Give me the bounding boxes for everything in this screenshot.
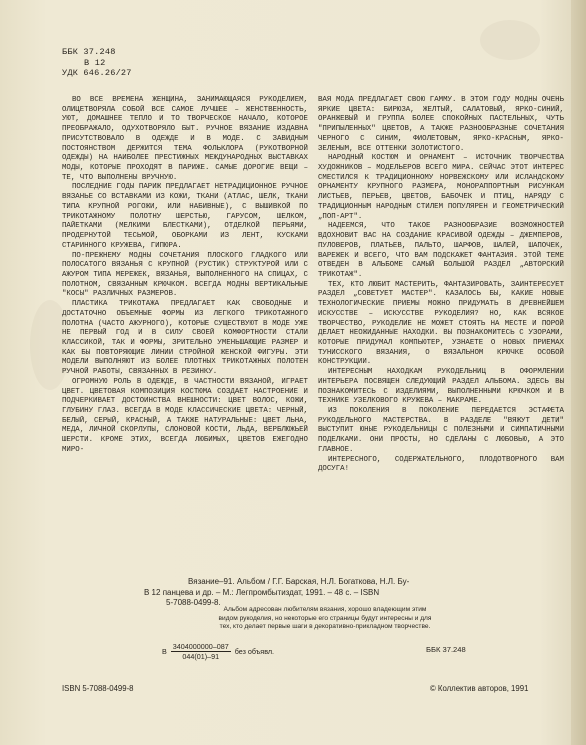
publication-code — [162, 642, 274, 661]
paragraph: НАРОДНЫЙ КОСТЮМ И ОРНАМЕНТ – ИСТОЧНИК ТВОРЧЕСТВА ХУДОЖНИКОВ – МОДЕЛЬЕРОВ ВСЕГО МИРА. СЕЙЧАС ЭТОТ ИНТЕРЕС СМЕСТИЛСЯ К ТРАДИЦИОННОМУ НОРВЕЖСКОМУ ИЛИ ИСЛАНДСКОМУ ОРНАМЕНТУ КРУПНОГО РАЗМЕРА, МОНОРАППОРТНЫМ РИСУНКАМ ЛИСТЬЕВ, ПЕРЬЕВ, ЦВЕТОВ, БАБОЧЕК И ПТИЦ, НАРЯДУ С ТРАДИЦИОННЫМ НАРОДНЫМ СТИЛЕМ ПОПУЛЯРЕН И ГЕОМЕТРИЧЕСКИЙ „ПОП-АРТ". — [318, 154, 564, 221]
right-text-column — [318, 96, 564, 475]
paragraph: ИНТЕРЕСНОГО, СОДЕРЖАТЕЛЬНОГО, ПЛОДОТВОРНОГО ВАМ ДОСУГА! — [318, 455, 564, 474]
bbk-code: ББК 37.248 — [62, 47, 116, 57]
paragraph: ОГРОМНУЮ РОЛЬ В ОДЕЖДЕ, В ЧАСТНОСТИ ВЯЗАНОЙ, ИГРАЕТ ЦВЕТ. ЦВЕТОВАЯ КОМПОЗИЦИЯ КОСТЮМА СОЗДАЕТ НАСТРОЕНИЕ И ПОДЧЕРКИВАЕТ ДОСТОИНСТВА ВНЕШНОСТИ: ЦВЕТ ВОЛОС, КОЖИ, ГЛУБИНУ ГЛАЗ. ВСЕГДА В МОДЕ КЛАССИЧЕСКИЕ ЦВЕТА: ЧЕРНЫЙ, БЕЛЫЙ, СЕРЫЙ, КРАСНЫЙ, А ТАКЖЕ НАТУРАЛЬНЫЕ: ЦВЕТ ЛЬНА, МЕДА, ЛИЧНОЙ СКОРЛУПЫ, СЛОНОВОЙ КОСТИ, ЛЬДА, ВЕРБЛЮЖЬЕЙ ШЕРСТИ. КРОМЕ ЭТИХ, ВСЕГДА ЛЮБИМЫХ, ЦВЕТОВ ЕЖЕГОДНО МИРО- — [62, 377, 308, 454]
paragraph: ПО-ПРЕЖНЕМУ МОДНЫ СОЧЕТАНИЯ ПЛОСКОГО ГЛАДКОГО ИЛИ ПОЛОСАТОГО ВЯЗАНЬЯ С КРУПНОЙ (РУСТИК) СТРУКТУРОЙ ИЛИ С АЖУРОМ ТИПА МЕРЕЖЕК, ВЯЗАНЬЯ, ВЫПОЛНЕННОГО НА СПИЦАХ, С ПОЛОТНОМ, СВЯЗАННЫМ КРЮЧКОМ. ВСЕГДА МОДНЫ ВЕРТИКАЛЬНЫЕ "КОСЫ" РАЗЛИЧНЫХ РАЗМЕРОВ. — [62, 251, 308, 299]
bib-index: В 12 — [144, 587, 161, 597]
page-edge — [571, 0, 586, 745]
b-code: В 12 — [84, 57, 106, 68]
code-suffix: без объявл. — [234, 647, 275, 656]
code-denominator: 044(01)–91 — [182, 652, 220, 661]
paragraph: ПЛАСТИКА ТРИКОТАЖА ПРЕДЛАГАЕТ КАК СВОБОДНЫЕ И ДОСТАТОЧНО ОБЪЕМНЫЕ ФОРМЫ ИЗ ЛЕГКОГО ТРИКОТАЖНОГО ПОЛОТНА (ЧАСТО АЖУРНОГО), КОТОРЫЕ СУЩЕСТВУЮТ В МОДЕ УЖЕ НЕ ПЕРВЫЙ ГОД И В СИЛУ СВОЕЙ КОМФОРТНОСТИ СТАЛИ КЛАССИКОЙ, ТАК И ФОРМЫ, ЗРИТЕЛЬНО УМЕНЬШАЮЩИЕ РАЗМЕР И КАК БЫ ПОВТОРЯЮЩИЕ ЛИНИИ СТРОЙНОЙ ЖЕНСКОЙ ФИГУРЫ. ЭТИ МОДЕЛИ ВЫПОЛНЯЮТ ИЗ БОЛЕЕ ПЛОТНЫХ ТРИКОТАЖНЫХ ПОЛОТЕН РУЧНОЙ РАБОТЫ, СВЯЗАННЫХ В РЕЗИНКУ. — [62, 300, 308, 377]
code-numerator: 3404000000–087 — [172, 642, 229, 651]
footer-bbk: ББК 37.248 — [426, 645, 466, 654]
paragraph: ПОСЛЕДНИЕ ГОДЫ ПАРИЖ ПРЕДЛАГАЕТ НЕТРАДИЦИОННОЕ РУЧНОЕ ВЯЗАНЬЕ СО ВСТАВКАМИ ИЗ КОЖИ, ТКАНИ (АТЛАС, ШЕЛК, ТКАНИ ТИПА КРУПНОЙ РОГОЖИ, ИЛИ НАБИВНЫЕ), С ВЫШИВКОЙ ПО ТРИКОТАЖНОМУ ПОЛОТНУ ШЕРСТЬЮ, ГАРУСОМ, ШЕЛКОМ, ПАЙЕТКАМИ (МЕЛКИМИ БЛЕСТКАМИ), ОТДЕЛКОЙ ПЕРЬЯМИ, ПРОДЕРНУТОЙ ТЕСЬМОЙ, ОБОРКАМИ ИЗ ЛЕНТ, КУСКАМИ СТАРИННОГО КРУЖЕВА, ГИПЮРА. — [62, 183, 308, 250]
annotation-line: тех, кто делает первые шаги в декоративно-прикладном творчестве. — [219, 623, 431, 631]
annotation-line: Альбом адресован любителям вязания, хорошо владеющим этим — [223, 606, 427, 613]
annotation — [175, 606, 475, 632]
bib-line-1: Вязание–91. Альбом / Г.Г. Барская, Н.Л. Богаткова, Н.Л. Бу- — [188, 577, 410, 586]
paragraph: ИЗ ПОКОЛЕНИЯ В ПОКОЛЕНИЕ ПЕРЕДАЕТСЯ ЭСТАФЕТА РУКОДЕЛЬНОГО МАСТЕРСТВА. В РАЗДЕЛЕ "ВЯЖУТ ДЕТИ" ВЫСТУПИТ ЮНЫЕ РУКОДЕЛЬНИЦЫ С ПОЛЕЗНЫМИ И СИМПАТИЧНЫМИ ПОДЕЛКАМИ. ОНИ ПРОСТЫ, НО СДЕЛАНЫ С ЛЮБОВЬЮ, А ЭТО ГЛАВНОЕ. — [318, 407, 564, 454]
copyright: © Коллектив авторов, 1991 — [430, 684, 529, 693]
left-text-column — [62, 96, 308, 456]
paragraph: ВАЯ МОДА ПРЕДЛАГАЕТ СВОЮ ГАММУ. В ЭТОМ ГОДУ МОДНЫ ОЧЕНЬ ЯРКИЕ ЦВЕТА: БИРЮЗА, ЖЕЛТЫЙ, САЛАТОВЫЙ, ЯРКО-СИНИЙ, ОРАНЖЕВЫЙ И ГРУППА БОЛЕЕ СПОКОЙНЫХ ПАСТЕЛЬНЫХ, ЧУТЬ "ПРИПЫЛЕННЫХ" ЦВЕТОВ, А ТАКЖЕ РАЗНООБРАЗНЫЕ СОЧЕТАНИЯ ЧЕРНОГО С СИНИМ, ФИОЛЕТОВЫМ, ЯРКО-КРАСНЫМ, ЯРКО-ЗЕЛЕНЫМ, ВСЕ ОТТЕНКИ ЗОЛОТИСТОГО. — [318, 96, 564, 153]
bib-line-2: панцева и др. – М.: Легпромбытиздат, 1991. – 48 с. – ISBN — [162, 587, 380, 597]
bib-line-3: 5-7088-0499-8. — [166, 598, 221, 607]
isbn: ISBN 5-7088-0499-8 — [62, 684, 134, 693]
classification-header — [62, 47, 132, 79]
paragraph: ИНТЕРЕСНЫМ НАХОДКАМ РУКОДЕЛЬНИЦ В ОФОРМЛЕНИИ ИНТЕРЬЕРА ПОСВЯЩЕН СЛЕДУЮЩИЙ РАЗДЕЛ АЛЬБОМА. ЗДЕСЬ ВЫ ПОЗНАКОМИТЕСЬ С ИЗДЕЛИЯМИ, ВЫПОЛНЕННЫМИ КРЮЧКОМ И В ТЕХНИКЕ УЗЕЛКОВОГО КРУЖЕВА – МАКРАМЕ. — [318, 368, 564, 406]
code-fraction — [171, 642, 231, 661]
paragraph: НАДЕЕМСЯ, ЧТО ТАКОЕ РАЗНООБРАЗИЕ ВОЗМОЖНОСТЕЙ ВДОХНОВИТ ВАС НА СОЗДАНИЕ КРАСИВОЙ ОДЕЖДЫ – ДЖЕМПЕРОВ, ПУЛОВЕРОВ, ПЛАТЬЕВ, ПАЛЬТО, ШАРФОВ, ШАЛЕЙ, ШАПОЧЕК, ВАРЕЖЕК И ВСЕГО, ЧТО ВАМ ПОДСКАЖЕТ ФАНТАЗИЯ. ЭТОЙ ТЕМЕ ОТВЕДЕН В АЛЬБОМЕ САМЫЙ БОЛЬШОЙ РАЗДЕЛ „АВТОРСКИЙ ТРИКОТАЖ". — [318, 222, 564, 279]
paragraph: ВО ВСЕ ВРЕМЕНА ЖЕНЩИНА, ЗАНИМАЮЩАЯСЯ РУКОДЕЛИЕМ, ОЛИЦЕТВОРЯЛА СОБОЙ ВСЕ САМОЕ ЛУЧШЕЕ – ЖЕНСТВЕННОСТЬ, УЮТ, ДОМАШНЕЕ ТЕПЛО И ТО ТВОРЧЕСКОЕ НАЧАЛО, КОТОРОЕ ПРЕОБРАЖАЛО, ОДУХОТВОРЯЛО БЫТ. РУЧНОЕ ВЯЗАНИЕ ИЗДАВНА ПРИСУТСТВОВАЛО В ОДЕЖДЕ И В МОДЕ. С ЗАВИДНЫМ ПОСТОЯНСТВОМ ДЕРЖИТСЯ ТЕМА ФОЛЬКЛОРА (РУКОТВОРНОЙ ОДЕЖДЫ) НА НАИБОЛЕЕ ПРЕСТИЖНЫХ МЕЖДУНАРОДНЫХ ВЫСТАВКАХ МОДЫ, КОТОРЫЕ ПРОХОДЯТ В ПАРИЖЕ. САМЫЕ ДОРОГИЕ ВЕЩИ – ТЕ, ЧТО ВЫПОЛНЕНЫ ВРУЧНУЮ. — [62, 96, 308, 182]
paragraph: ТЕХ, КТО ЛЮБИТ МАСТЕРИТЬ, ФАНТАЗИРОВАТЬ, ЗАИНТЕРЕСУЕТ РАЗДЕЛ „СОВЕТУЕТ МАСТЕР". КАЗАЛОСЬ БЫ, КАКИЕ НОВЫЕ ТЕХНОЛОГИЧЕСКИЕ ПРИЕМЫ МОЖНО ПРИДУМАТЬ В ДРЕВНЕЙШЕМ ИСКУССТВЕ – ИСКУССТВЕ РУКОДЕЛИЯ? НО, КАК ВСЯКОЕ ТВОРЧЕСТВО, РУКОДЕЛИЕ НЕ МОЖЕТ СТОЯТЬ НА МЕСТЕ И ПОРОЙ ДЕЛАЕТ НЕОЖИДАННЫЕ НАХОДКИ. ВЫ ПОЗНАКОМИТЕСЬ С УЗОРАМИ, КОТОРЫЕ ПРИДУМАЛ КОМПЬЮТЕР, УЗНАЕТЕ О НОВЫХ ПРИЕМАХ ТУНИССКОГО ВЯЗАНИЯ, О ВЯЗАЛЬНОМ КРЮЧКЕ ОСОБОЙ КОНСТРУКЦИИ. — [318, 280, 564, 367]
udk-code: УДК 646.26/27 — [62, 68, 132, 78]
bibliographic-record — [144, 577, 464, 609]
code-prefix: В — [162, 647, 167, 656]
annotation-line: видом рукоделия, но некоторые его страницы будут интересны и для — [218, 614, 432, 622]
